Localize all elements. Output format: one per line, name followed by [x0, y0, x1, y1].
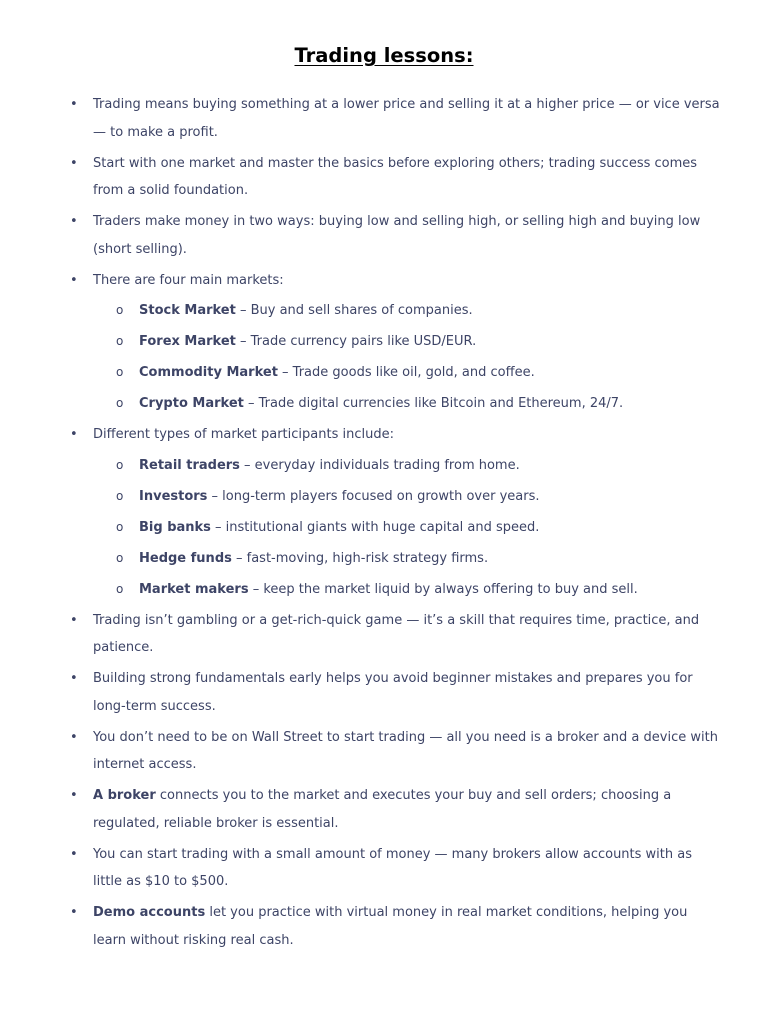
bold-term: Forex Market — [139, 334, 236, 349]
list-item-text: Different types of market participants include: — [93, 427, 394, 442]
bold-term: Demo accounts — [93, 905, 206, 920]
sub-list-item-text: – Trade digital currencies like Bitcoin and Ethereum, 24/7. — [243, 396, 624, 411]
sub-bullet-icon: o — [116, 519, 124, 534]
bullet-icon: • — [70, 905, 78, 920]
sub-list — [93, 297, 720, 418]
list-item-text: Traders make money in two ways: buying low and selling high, or selling high and buying low (short selling). — [93, 214, 701, 257]
list-item — [70, 91, 720, 146]
list-item — [70, 421, 720, 603]
page-title: Trading lessons: — [294, 44, 474, 67]
bold-term: Big banks — [139, 519, 211, 535]
list-item — [70, 607, 720, 662]
sub-list-item — [93, 545, 720, 573]
bullet-icon: • — [70, 272, 78, 288]
bullet-icon: • — [70, 427, 78, 442]
sub-list-item — [93, 514, 720, 542]
list-item-text: You don’t need to be on Wall Street to start trading — all you need is a broker and a device with internet access. — [93, 729, 718, 772]
list-item-text: There are four main markets: — [93, 272, 284, 288]
sub-list-item-text: – Trade currency pairs like USD/EUR. — [235, 334, 477, 349]
bullet-icon: • — [70, 846, 78, 862]
bold-term: Commodity Market — [139, 365, 278, 380]
list-item — [70, 665, 720, 720]
sub-list — [93, 452, 720, 604]
sub-list-item — [93, 297, 720, 325]
bullet-icon: • — [70, 155, 78, 171]
bold-term: Retail traders — [139, 457, 240, 473]
list-item — [70, 724, 720, 779]
bullet-icon: • — [70, 214, 78, 229]
sub-list-item — [93, 328, 720, 356]
sub-bullet-icon: o — [116, 396, 124, 410]
sub-list-item-text: – fast-moving, high-risk strategy firms. — [231, 550, 489, 566]
bullet-icon: • — [70, 97, 78, 112]
sub-bullet-icon: o — [116, 488, 124, 503]
bold-term: Hedge funds — [139, 550, 232, 566]
sub-list-item-text: – everyday individuals trading from home. — [239, 457, 520, 473]
list-item-text: You can start trading with a small amount of money — many brokers allow accounts with as little as $10 to $500. — [93, 846, 692, 889]
sub-list-item — [93, 576, 720, 604]
bullet-icon: • — [70, 612, 78, 628]
list-item-text: Building strong fundamentals early helps you avoid beginner mistakes and prepares you for long-term success. — [93, 671, 693, 714]
sub-list-item-text: – Buy and sell shares of companies. — [235, 303, 473, 318]
sub-list-item — [93, 390, 720, 418]
bullet-icon: • — [70, 671, 78, 686]
list-item — [70, 208, 720, 263]
sub-list-item-text: – Trade goods like oil, gold, and coffee. — [277, 365, 535, 380]
list-item-text: connects you to the market and executes your buy and sell orders; choosing a regulated, reliable broker is essential. — [93, 788, 672, 831]
sub-bullet-icon: o — [116, 365, 124, 379]
list-item — [70, 150, 720, 205]
bold-term: Crypto Market — [139, 396, 244, 411]
sub-list-item — [93, 452, 720, 480]
sub-bullet-icon: o — [116, 581, 124, 596]
bold-term: Market makers — [139, 581, 249, 597]
sub-list-item-text: – institutional giants with huge capital and speed. — [210, 519, 540, 535]
list-item-text: Trading means buying something at a lower price and selling it at a higher price — or vice versa — to make a profit. — [93, 97, 720, 140]
sub-bullet-icon: o — [116, 550, 124, 565]
bold-term: A broker — [93, 788, 156, 803]
sub-list-item-text: – long-term players focused on growth over years. — [207, 488, 540, 504]
sub-bullet-icon: o — [116, 457, 124, 472]
list-item — [70, 841, 720, 896]
bullet-icon: • — [70, 729, 78, 745]
list-item-text: Trading isn’t gambling or a get-rich-quick game — it’s a skill that requires time, practice, and patience. — [93, 612, 700, 655]
bullet-icon: • — [70, 788, 78, 803]
sub-list-item — [93, 359, 720, 387]
list-item-text: let you practice with virtual money in real market conditions, helping you learn without risking real cash. — [93, 905, 688, 948]
list-item — [70, 899, 720, 954]
sub-bullet-icon: o — [116, 334, 124, 348]
list-item-text: Start with one market and master the basics before exploring others; trading success comes from a solid foundation. — [93, 155, 698, 198]
list-item — [70, 782, 720, 837]
sub-bullet-icon: o — [116, 303, 124, 317]
sub-list-item — [93, 483, 720, 511]
bold-term: Investors — [139, 488, 208, 504]
bold-term: Stock Market — [139, 303, 236, 318]
lesson-list — [70, 91, 720, 954]
list-item — [70, 267, 720, 418]
sub-list-item-text: – keep the market liquid by always offering to buy and sell. — [248, 581, 638, 597]
